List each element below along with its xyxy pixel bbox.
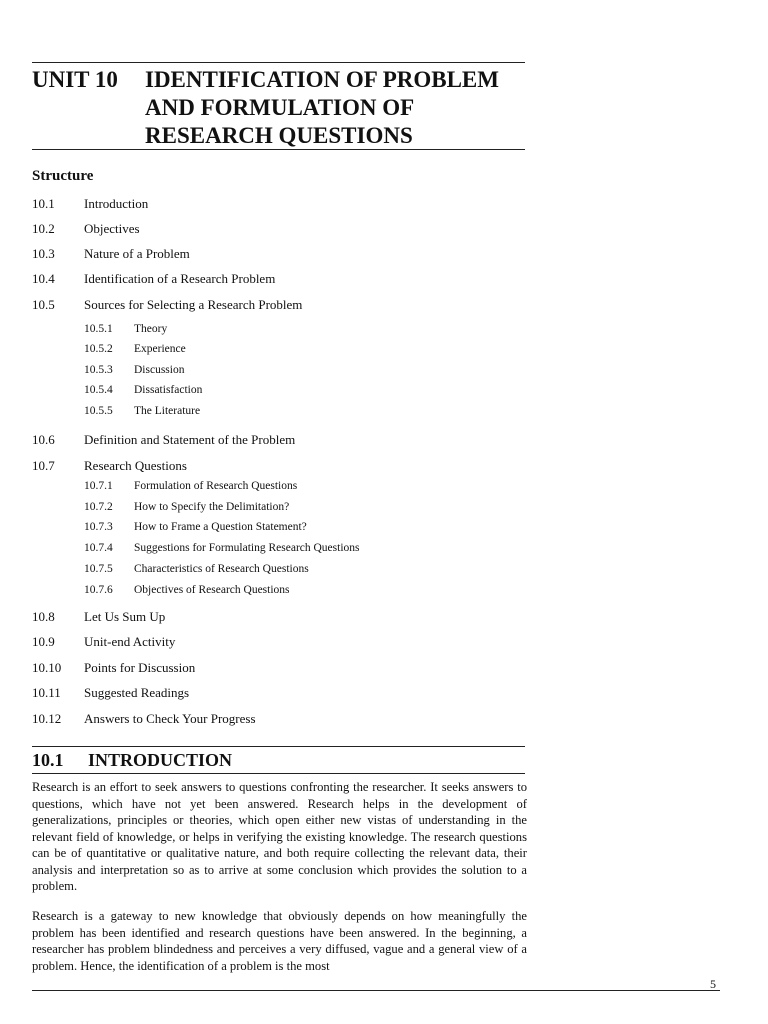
toc-item-label: Formulation of Research Questions: [134, 480, 298, 492]
page-number: 5: [710, 977, 716, 991]
toc-item-label: Identification of a Research Problem: [84, 271, 276, 286]
toc-item-number: 10.2: [32, 221, 55, 236]
toc-item-number: 10.7.1: [84, 480, 113, 492]
toc-item: [32, 685, 189, 701]
unit-heading: [145, 66, 545, 150]
title-bottom-rule: [32, 149, 525, 150]
section-number: 10.1: [32, 750, 64, 770]
toc-item-number: 10.5.5: [84, 405, 113, 417]
toc-item-label: The Literature: [134, 405, 201, 417]
footer-rule: [32, 990, 720, 991]
toc-item-number: 10.7: [32, 458, 55, 473]
toc-item-number: 10.12: [32, 711, 62, 726]
toc-item-number: 10.11: [32, 685, 61, 700]
toc-item-number: 10.8: [32, 609, 55, 624]
toc-item-number: 10.9: [32, 634, 55, 649]
toc-item: [32, 458, 187, 474]
section-bottom-rule: [32, 773, 525, 774]
toc-subitem: [32, 364, 184, 376]
toc-item-label: Characteristics of Research Questions: [134, 563, 309, 575]
toc-item-number: 10.7.5: [84, 563, 113, 575]
toc-item-label: Discussion: [134, 364, 185, 376]
top-rule: [32, 62, 525, 63]
section-title: INTRODUCTION: [88, 750, 233, 770]
toc-item: [32, 432, 295, 448]
toc-item-number: 10.4: [32, 271, 55, 286]
toc-item-label: Objectives of Research Questions: [134, 584, 290, 596]
toc-item-number: 10.1: [32, 196, 55, 211]
toc-item-label: Theory: [134, 323, 168, 335]
toc-item-number: 10.7.2: [84, 501, 113, 513]
section-heading: [32, 750, 232, 771]
toc-item-label: Suggestions for Formulating Research Questions: [134, 542, 360, 554]
toc-item-label: Points for Discussion: [84, 660, 196, 675]
toc-item: [32, 660, 195, 676]
toc-item-number: 10.3: [32, 246, 55, 261]
body-paragraph: Research is an effort to seek answers to questions confronting the researcher. It seeks answers to questions, which have not yet been answered. Research helps in the development of generalizations, principles or theories, which open either new vistas of understanding in the relevant field of knowledge, or helps in verifying the existing knowledge. The research questions can be of quantitative or qualitative nature, and both require collecting the relevant data, their analysis and interpretation so as to arrive at some conclusion which provides the solution to a problem.: [32, 780, 527, 893]
unit-heading-line: AND FORMULATION OF: [145, 95, 415, 120]
toc-subitem: [32, 501, 289, 513]
toc-subitem: [32, 405, 200, 417]
toc-item-label: Let Us Sum Up: [84, 609, 166, 624]
section-top-rule: [32, 746, 525, 747]
toc-item-label: Dissatisfaction: [134, 384, 203, 396]
toc-subitem: [32, 584, 290, 596]
toc-item-number: 10.5.4: [84, 384, 113, 396]
toc-item: [32, 271, 275, 287]
toc-item-label: Suggested Readings: [84, 685, 190, 700]
toc-item-number: 10.5.2: [84, 343, 113, 355]
toc-subitem: [32, 542, 360, 554]
toc-item-label: How to Specify the Delimitation?: [134, 501, 290, 513]
toc-item-label: Introduction: [84, 196, 149, 211]
toc-subitem: [32, 343, 186, 355]
toc-item: [32, 297, 302, 313]
toc-item-number: 10.5: [32, 297, 55, 312]
structure-heading: Structure: [32, 168, 94, 184]
toc-subitem: [32, 323, 167, 335]
toc-item-number: 10.7.4: [84, 542, 113, 554]
toc-item-label: How to Frame a Question Statement?: [134, 521, 307, 533]
toc-item-number: 10.6: [32, 432, 55, 447]
toc-item-label: Unit-end Activity: [84, 634, 176, 649]
toc-item-number: 10.5.3: [84, 364, 113, 376]
toc-item-number: 10.7.6: [84, 584, 113, 596]
toc-subitem: [32, 480, 297, 492]
toc-subitem: [32, 384, 202, 396]
toc-item-label: Sources for Selecting a Research Problem: [84, 297, 303, 312]
toc-item-label: Research Questions: [84, 458, 187, 473]
toc-item-label: Objectives: [84, 221, 140, 236]
unit-heading-line: IDENTIFICATION OF PROBLEM: [145, 67, 499, 92]
toc-item-label: Answers to Check Your Progress: [84, 711, 256, 726]
toc-item-number: 10.5.1: [84, 323, 113, 335]
toc-item: [32, 246, 190, 262]
toc-item-label: Experience: [134, 343, 186, 355]
unit-heading-line: RESEARCH QUESTIONS: [145, 123, 413, 148]
body-paragraph: Research is a gateway to new knowledge that obviously depends on how meaningfully the problem has been identified and research questions have been answered. In the beginning, a researcher has problem blindedness and perceives a very diffused, vague and a general view of a problem. Hence, the identification of a problem is the most: [32, 909, 527, 973]
toc-item: [32, 221, 140, 237]
toc-subitem: [32, 563, 309, 575]
unit-number: UNIT 10: [32, 67, 118, 92]
toc-item: [32, 196, 148, 212]
toc-item-label: Definition and Statement of the Problem: [84, 432, 296, 447]
toc-item-number: 10.7.3: [84, 521, 113, 533]
toc-item: [32, 609, 165, 625]
toc-subitem: [32, 521, 307, 533]
toc-item: [32, 711, 256, 727]
toc-item-number: 10.10: [32, 660, 62, 675]
toc-item: [32, 634, 175, 650]
toc-item-label: Nature of a Problem: [84, 246, 190, 261]
